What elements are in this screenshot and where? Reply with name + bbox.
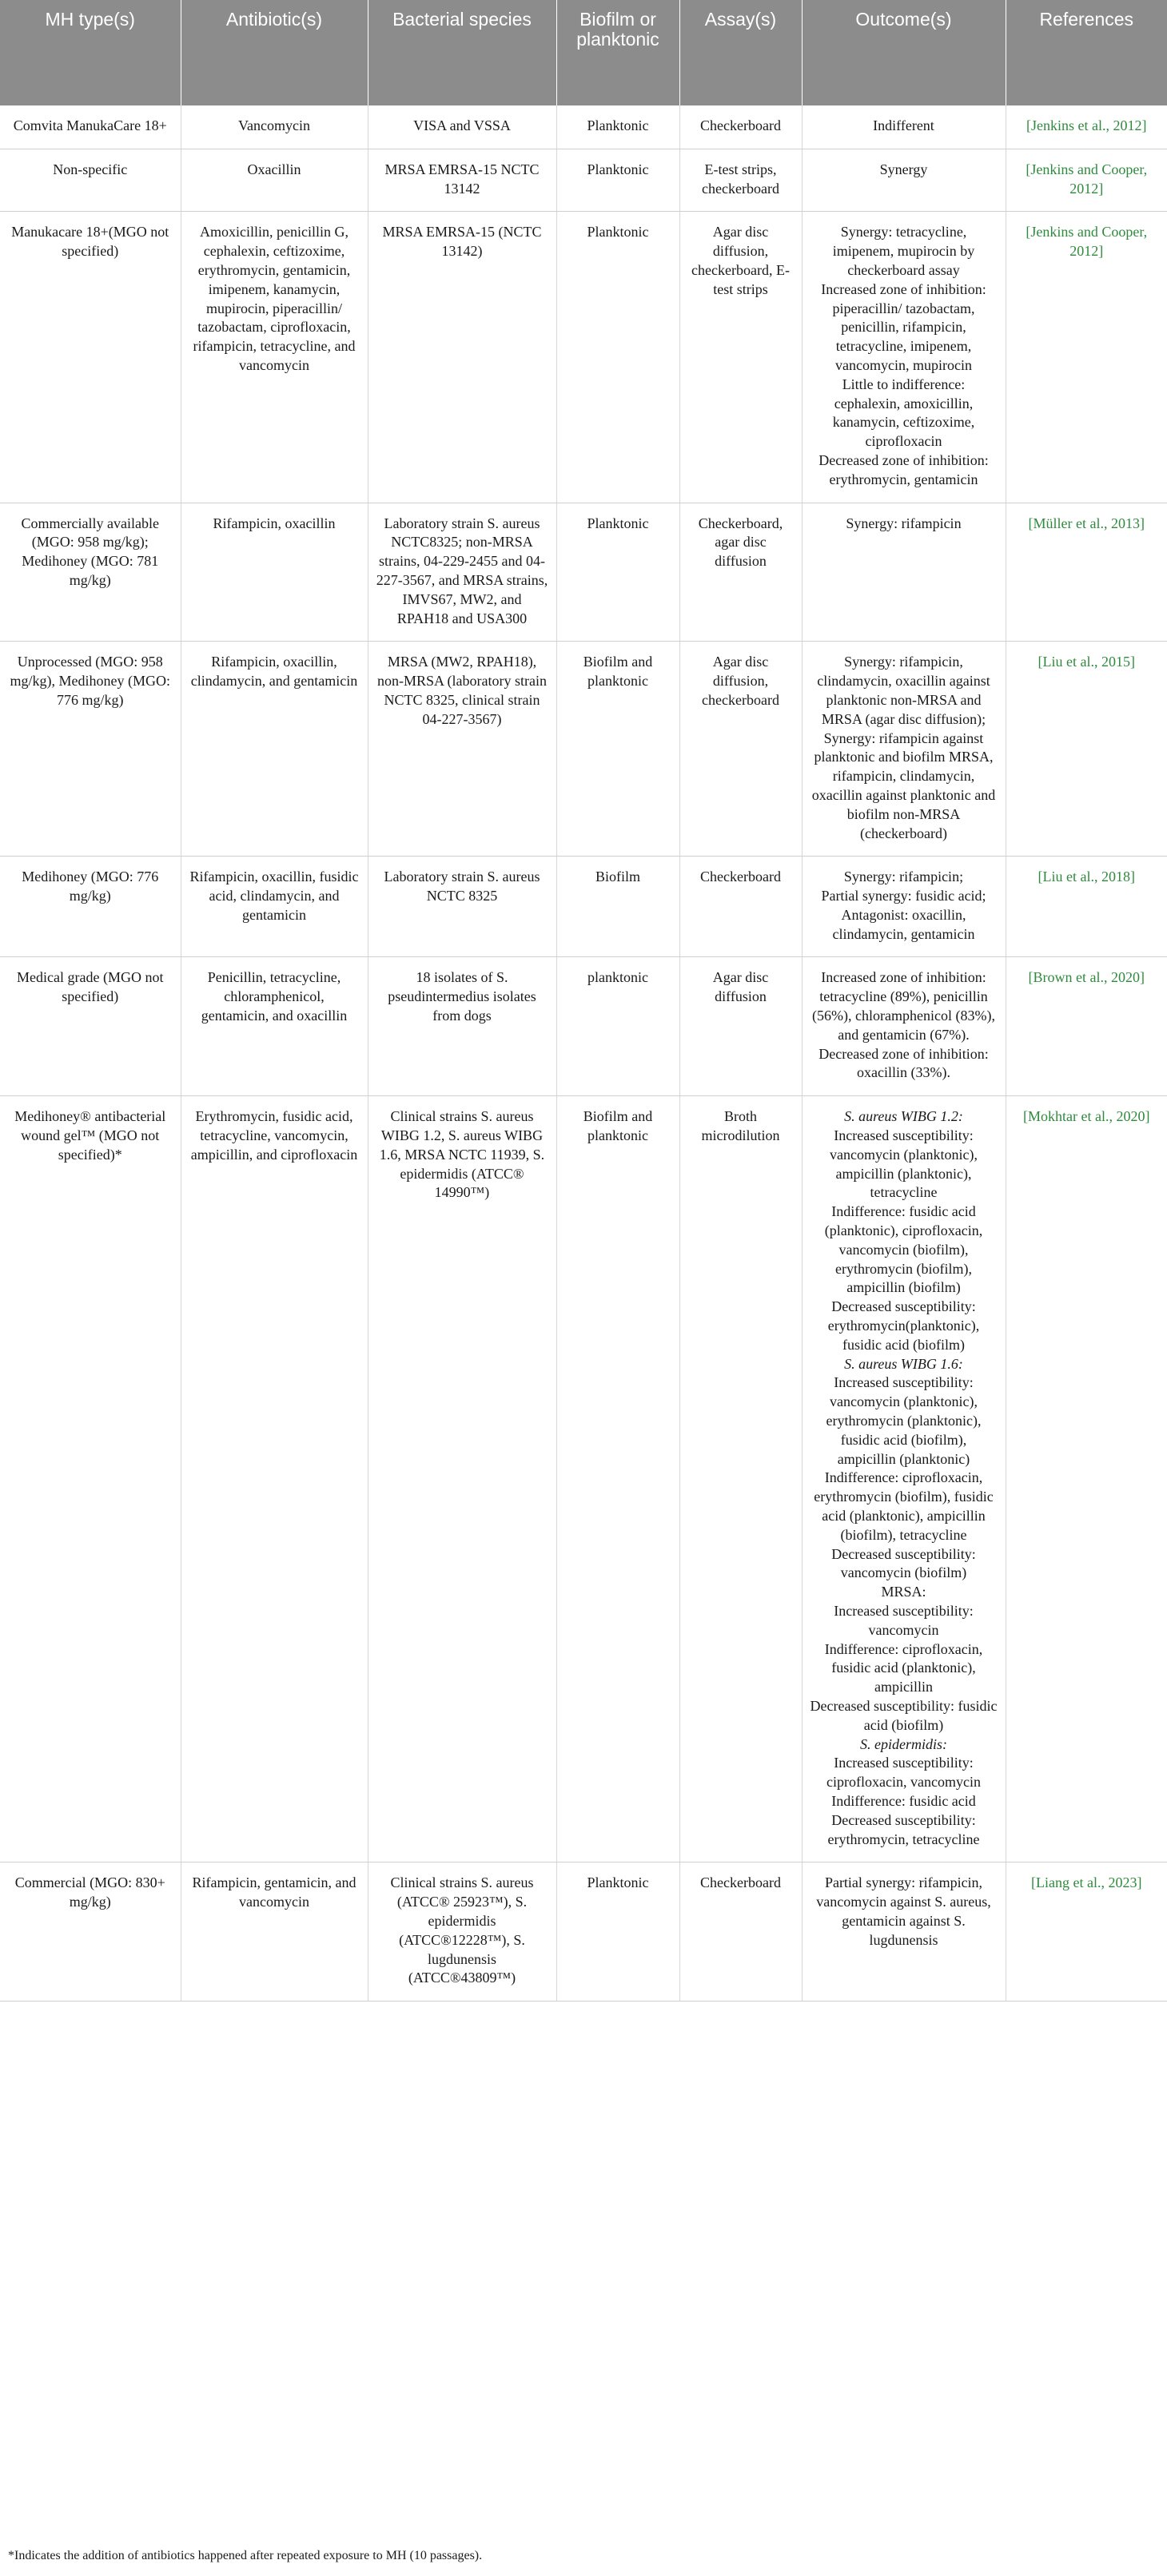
cell-text: VISA and VSSA	[413, 117, 511, 133]
cell-antibiotics	[181, 957, 368, 1096]
outcome-line: S. aureus WIBG 1.2:	[844, 1108, 963, 1125]
cell-outcome	[802, 642, 1006, 857]
cell-text: Rifampicin, oxacillin	[213, 515, 336, 531]
outcome-line: Decreased susceptibility: vancomycin (biofilm)	[831, 1545, 976, 1581]
outcome-line: Decreased susceptibility: fusidic acid (biofilm)	[810, 1697, 998, 1733]
col-header-outcomes: Outcome(s)	[802, 0, 1006, 105]
cell-biofilm-planktonic	[556, 503, 679, 642]
table-row	[0, 1096, 1167, 1862]
cell-outcome	[802, 503, 1006, 642]
cell-outcome	[802, 957, 1006, 1096]
cell-mh-type	[0, 957, 181, 1096]
outcome-line: Partial synergy: rifampicin, vancomycin against S. aureus, gentamicin against S. lugdunensis	[816, 1874, 991, 1948]
cell-text: Oxacillin	[247, 161, 301, 177]
cell-outcome	[802, 1862, 1006, 2002]
cell-text: Penicillin, tetracycline, chloramphenicol, gentamicin, and oxacillin	[201, 969, 348, 1024]
outcome-line: Synergy: rifampicin against planktonic and biofilm MRSA, rifampicin, clindamycin, oxacillin against planktonic and biofilm non-MRSA (checkerboard)	[811, 729, 996, 841]
cell-text: Biofilm and planktonic	[583, 654, 653, 690]
reference-link[interactable]: [Liu et al., 2018]	[1038, 869, 1135, 885]
cell-text: Planktonic	[587, 515, 649, 531]
cell-reference	[1006, 957, 1167, 1096]
cell-mh-type	[0, 857, 181, 957]
cell-bacterial-species	[368, 105, 556, 149]
cell-assay	[679, 212, 802, 503]
cell-text: Amoxicillin, penicillin G, cephalexin, ceftizoxime, erythromycin, gentamicin, imipenem, kanamycin, mupirocin, piperacillin/ tazobactam, ciprofloxacin, rifampicin, tetracycline, and vancomycin	[193, 224, 356, 373]
cell-antibiotics	[181, 503, 368, 642]
table-row	[0, 1862, 1167, 2002]
cell-text: Agar disc diffusion, checkerboard, E-test strips	[691, 224, 790, 297]
cell-outcome	[802, 105, 1006, 149]
cell-assay	[679, 1096, 802, 1862]
outcome-line: Increased susceptibility: ciprofloxacin, vancomycin	[826, 1755, 981, 1791]
col-header-mh-type: MH type(s)	[0, 0, 181, 105]
cell-text: Checkerboard	[700, 1874, 781, 1891]
cell-reference	[1006, 212, 1167, 503]
cell-assay	[679, 149, 802, 212]
cell-text: Planktonic	[587, 224, 649, 241]
reference-link[interactable]: [Liang et al., 2023]	[1031, 1874, 1142, 1891]
cell-bacterial-species	[368, 1096, 556, 1862]
reference-link[interactable]: [Mokhtar et al., 2020]	[1023, 1108, 1150, 1125]
table-row	[0, 105, 1167, 149]
cell-biofilm-planktonic	[556, 857, 679, 957]
cell-outcome	[802, 1096, 1006, 1862]
cell-reference	[1006, 642, 1167, 857]
col-header-bacterial-species: Bacterial species	[368, 0, 556, 105]
outcome-line: Little to indifference: cephalexin, amoxicillin, kanamycin, ceftizoxime, ciprofloxacin	[832, 376, 975, 450]
cell-reference	[1006, 149, 1167, 212]
outcome-line: S. aureus WIBG 1.6:	[844, 1355, 963, 1372]
cell-antibiotics	[181, 105, 368, 149]
cell-text: Comvita ManukaCare 18+	[13, 117, 167, 133]
outcome-line: Decreased susceptibility: erythromycin, tetracycline	[827, 1811, 980, 1847]
cell-text: Rifampicin, gentamicin, and vancomycin	[192, 1874, 356, 1910]
outcome-line: Indifference: ciprofloxacin, erythromycin (biofilm), fusidic acid (planktonic), ampicillin (biofilm), tetracycline	[814, 1469, 994, 1543]
cell-biofilm-planktonic	[556, 957, 679, 1096]
table-row	[0, 503, 1167, 642]
cell-antibiotics	[181, 149, 368, 212]
cell-assay	[679, 503, 802, 642]
cell-reference	[1006, 105, 1167, 149]
cell-bacterial-species	[368, 212, 556, 503]
cell-text: Clinical strains S. aureus WIBG 1.2, S. aureus WIBG 1.6, MRSA NCTC 11939, S. epidermidis (ATCC® 14990™)	[379, 1108, 545, 1201]
outcome-line: Increased zone of inhibition: tetracycline (89%), penicillin (56%), chloramphenicol (83%), and gentamicin (67%).	[812, 969, 995, 1043]
cell-text: Unprocessed (MGO: 958 mg/kg), Medihoney (MGO: 776 mg/kg)	[10, 654, 170, 708]
cell-text: Commercially available (MGO: 958 mg/kg); Medihoney (MGO: 781 mg/kg)	[21, 515, 159, 588]
outcome-line: Decreased susceptibility: erythromycin(planktonic), fusidic acid (biofilm)	[827, 1298, 980, 1353]
cell-biofilm-planktonic	[556, 1862, 679, 2002]
outcome-line: S. epidermidis:	[860, 1735, 947, 1752]
cell-text: Checkerboard	[700, 869, 781, 885]
reference-link[interactable]: [Jenkins and Cooper, 2012]	[1026, 224, 1148, 260]
cell-mh-type	[0, 503, 181, 642]
outcome-line: Increased susceptibility: vancomycin (planktonic), ampicillin (planktonic), tetracycline	[830, 1127, 978, 1201]
outcome-line: Increased susceptibility: vancomycin	[834, 1602, 974, 1638]
outcome-line: Indifference: fusidic acid (planktonic), ciprofloxacin, vancomycin (biofilm), erythromycin (biofilm), ampicillin (biofilm)	[824, 1203, 983, 1296]
outcome-line: Indifference: fusidic acid	[831, 1792, 976, 1809]
cell-text: Biofilm	[595, 869, 640, 885]
cell-bacterial-species	[368, 642, 556, 857]
cell-text: Checkerboard, agar disc diffusion	[698, 515, 783, 570]
cell-text: Broth microdilution	[701, 1108, 780, 1144]
cell-text: Laboratory strain S. aureus NCTC8325; non-MRSA strains, 04-229-2455 and 04-227-3567, and MRSA strains, IMVS67, MW2, and RPAH18 and USA300	[376, 515, 548, 626]
outcome-line: Synergy: rifampicin;	[843, 869, 964, 885]
cell-mh-type	[0, 642, 181, 857]
cell-biofilm-planktonic	[556, 642, 679, 857]
outcome-line: Indifferent	[873, 117, 934, 133]
cell-bacterial-species	[368, 503, 556, 642]
table-row	[0, 212, 1167, 503]
cell-text: Rifampicin, oxacillin, fusidic acid, clindamycin, and gentamicin	[189, 869, 359, 923]
cell-text: E-test strips, checkerboard	[702, 161, 779, 197]
reference-link[interactable]: [Müller et al., 2013]	[1028, 515, 1145, 531]
cell-text: Non-specific	[53, 161, 128, 177]
cell-mh-type	[0, 212, 181, 503]
cell-assay	[679, 642, 802, 857]
cell-mh-type	[0, 149, 181, 212]
outcome-line: Synergy	[879, 161, 928, 177]
cell-text: 18 isolates of S. pseudintermedius isolates from dogs	[388, 969, 536, 1024]
cell-text: planktonic	[587, 969, 648, 986]
table-row	[0, 957, 1167, 1096]
cell-outcome	[802, 212, 1006, 503]
cell-outcome	[802, 857, 1006, 957]
col-header-antibiotics: Antibiotic(s)	[181, 0, 368, 105]
outcome-line: Increased zone of inhibition: piperacillin/ tazobactam, penicillin, rifampicin, tetracycline, imipenem, vancomycin, mupirocin	[821, 280, 986, 373]
cell-reference	[1006, 503, 1167, 642]
cell-reference	[1006, 857, 1167, 957]
cell-text: Medical grade (MGO not specified)	[17, 969, 164, 1005]
reference-link[interactable]: [Brown et al., 2020]	[1028, 969, 1145, 986]
cell-text: Erythromycin, fusidic acid, tetracycline, vancomycin, ampicillin, and ciprofloxacin	[190, 1108, 358, 1163]
cell-text: Vancomycin	[238, 117, 310, 133]
cell-bacterial-species	[368, 149, 556, 212]
cell-mh-type	[0, 105, 181, 149]
outcome-line: Synergy: rifampicin	[846, 515, 962, 531]
outcome-line: Decreased zone of inhibition: oxacillin (33%).	[818, 1045, 989, 1081]
cell-text: Manukacare 18+(MGO not specified)	[11, 224, 169, 260]
outcome-line: Synergy: tetracycline, imipenem, mupirocin by checkerboard assay	[832, 224, 975, 278]
cell-biofilm-planktonic	[556, 105, 679, 149]
cell-text: Rifampicin, oxacillin, clindamycin, and gentamicin	[190, 654, 358, 690]
cell-text: Commercial (MGO: 830+ mg/kg)	[14, 1874, 165, 1910]
cell-text: Medihoney (MGO: 776 mg/kg)	[22, 869, 159, 904]
reference-link[interactable]: [Jenkins and Cooper, 2012]	[1026, 161, 1148, 197]
cell-text: Agar disc diffusion	[712, 969, 769, 1005]
outcome-line: Synergy: rifampicin, clindamycin, oxacillin against planktonic non-MRSA and MRSA (agar disc diffusion);	[817, 654, 990, 727]
table-row	[0, 857, 1167, 957]
cell-assay	[679, 1862, 802, 2002]
cell-text: Planktonic	[587, 117, 649, 133]
reference-link[interactable]: [Liu et al., 2015]	[1038, 654, 1135, 670]
cell-text: Checkerboard	[700, 117, 781, 133]
cell-text: Planktonic	[587, 161, 649, 177]
cell-text: Medihoney® antibacterial wound gel™ (MGO not specified)*	[14, 1108, 166, 1163]
cell-outcome	[802, 149, 1006, 212]
cell-antibiotics	[181, 1096, 368, 1862]
col-header-assays: Assay(s)	[679, 0, 802, 105]
cell-mh-type	[0, 1096, 181, 1862]
outcome-line: MRSA:	[881, 1584, 926, 1600]
cell-bacterial-species	[368, 1862, 556, 2002]
table-header-row	[0, 0, 1167, 105]
outcome-line: Indifference: ciprofloxacin, fusidic acid (planktonic), ampicillin	[824, 1640, 983, 1695]
table-footnote: *Indicates the addition of antibiotics happened after repeated exposure to MH (10 passages).	[8, 2549, 483, 2562]
col-header-biofilm-planktonic: Biofilm or planktonic	[556, 0, 679, 105]
cell-antibiotics	[181, 642, 368, 857]
cell-antibiotics	[181, 1862, 368, 2002]
cell-text: Planktonic	[587, 1874, 649, 1891]
cell-mh-type	[0, 1862, 181, 2002]
cell-text: MRSA EMRSA-15 (NCTC 13142)	[382, 224, 542, 260]
table-row	[0, 149, 1167, 212]
cell-assay	[679, 105, 802, 149]
cell-bacterial-species	[368, 957, 556, 1096]
cell-text: MRSA EMRSA-15 NCTC 13142	[384, 161, 540, 197]
cell-reference	[1006, 1862, 1167, 2002]
table-row	[0, 642, 1167, 857]
cell-assay	[679, 857, 802, 957]
outcome-line: Decreased zone of inhibition: erythromycin, gentamicin	[818, 451, 989, 487]
cell-biofilm-planktonic	[556, 1096, 679, 1862]
cell-reference	[1006, 1096, 1167, 1862]
outcome-line: Partial synergy: fusidic acid;	[821, 888, 986, 904]
cell-text: Laboratory strain S. aureus NCTC 8325	[384, 869, 540, 904]
reference-link[interactable]: [Jenkins et al., 2012]	[1026, 117, 1147, 133]
cell-antibiotics	[181, 212, 368, 503]
cell-assay	[679, 957, 802, 1096]
cell-text: Biofilm and planktonic	[583, 1108, 653, 1144]
cell-antibiotics	[181, 857, 368, 957]
outcome-line: Increased susceptibility: vancomycin (planktonic), erythromycin (planktonic), fusidic acid (biofilm), ampicillin (planktonic)	[826, 1374, 982, 1467]
cell-biofilm-planktonic	[556, 212, 679, 503]
outcome-line: Antagonist: oxacillin, clindamycin, gentamicin	[832, 906, 975, 942]
col-header-references: References	[1006, 0, 1167, 105]
cell-text: MRSA (MW2, RPAH18), non-MRSA (laboratory strain NCTC 8325, clinical strain 04-227-3567)	[377, 654, 547, 727]
cell-text: Agar disc diffusion, checkerboard	[702, 654, 779, 708]
cell-bacterial-species	[368, 857, 556, 957]
cell-text: Clinical strains S. aureus (ATCC® 25923™), S. epidermidis (ATCC®12228™), S. lugdunensis (ATCC®43809™)	[390, 1874, 534, 1986]
cell-biofilm-planktonic	[556, 149, 679, 212]
